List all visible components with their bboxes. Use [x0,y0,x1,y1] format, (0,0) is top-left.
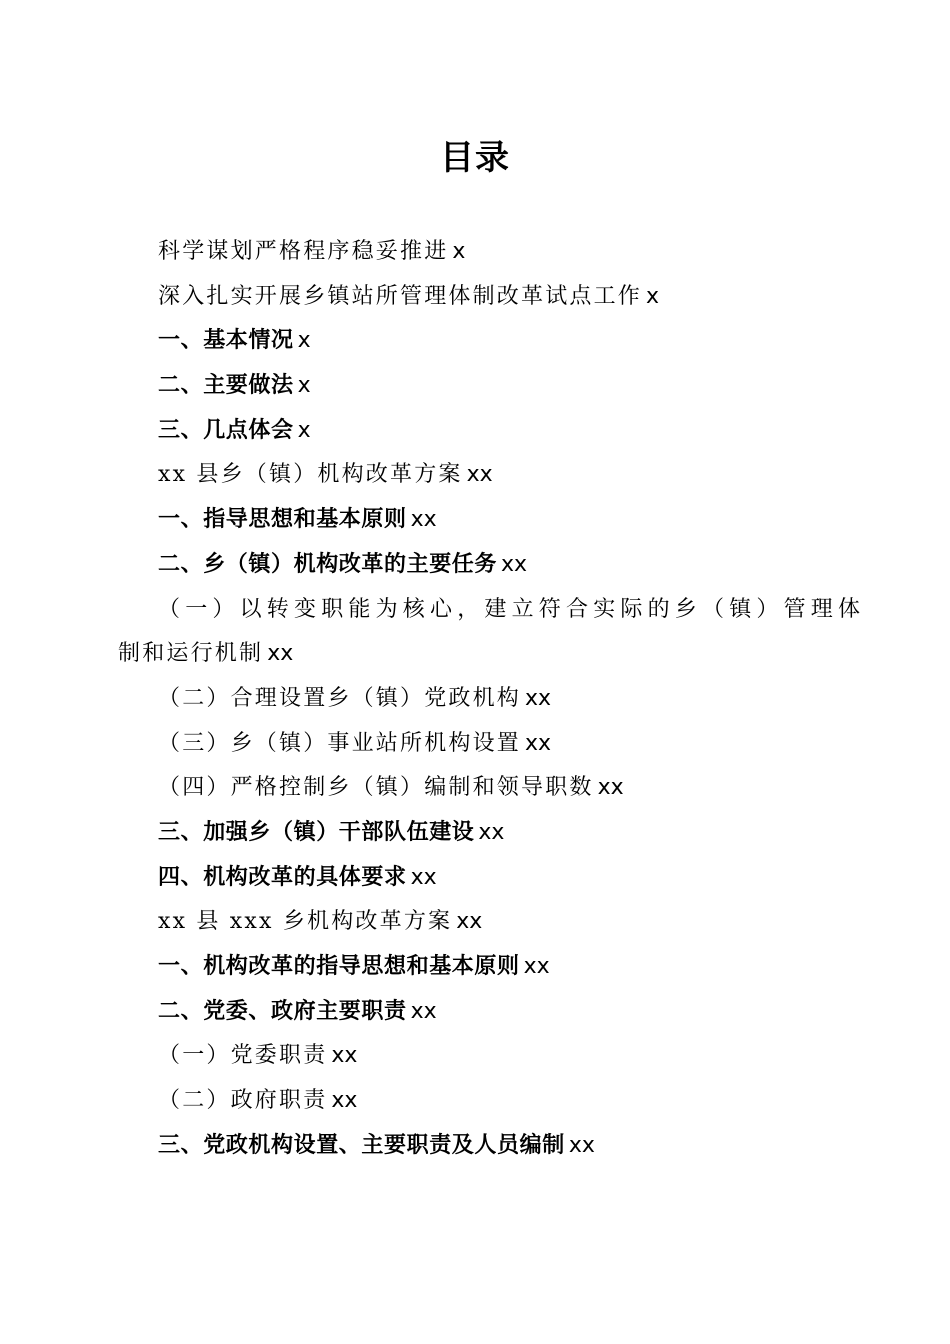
toc-title: 目录 [440,138,510,178]
toc-entry-text: 三、几点体会 [158,417,294,443]
toc-entry[interactable] [158,856,828,901]
toc-entry[interactable] [158,498,828,543]
toc-entry[interactable] [158,1124,828,1169]
toc-entry-text: xx 县 xxx 乡机构改革方案 [158,909,453,935]
toc-entry-text: 制和运行机制 [118,641,264,667]
toc-entry-text: （一）以转变职能为核心，建立符合实际的乡（镇）管理体 [158,596,866,622]
toc-entry[interactable] [158,766,828,811]
toc-entry-text: 深入扎实开展乡镇站所管理体制改革试点工作 [158,283,643,309]
toc-entry-text: （二）合理设置乡（镇）党政机构 [158,685,522,711]
toc-entry-text: 四、机构改革的具体要求 [158,864,407,890]
toc-page-number: xx [597,775,624,801]
toc-entry-text: （三）乡（镇）事业站所机构设置 [158,730,522,756]
toc-page-number: xx [501,551,528,577]
toc-entry-text: 一、基本情况 [158,328,294,354]
toc-page-number: xx [523,954,550,979]
toc-page-number: xx [331,1043,358,1069]
toc-page-number: x [452,239,466,264]
toc-entry[interactable] [158,364,828,409]
toc-entry[interactable] [158,900,828,945]
toc-entry[interactable] [158,1034,828,1079]
toc-entry-text: 一、指导思想和基本原则 [158,507,407,533]
toc-page-number: xx [525,730,552,756]
toc-page-number: xx [267,641,294,667]
toc-page-number: xx [331,1088,358,1114]
toc-page-number: xx [410,864,437,890]
toc-page-number: xx [466,462,493,488]
toc-entry[interactable] [158,453,828,498]
toc-entry[interactable] [158,811,828,856]
table-of-contents [0,230,950,1168]
toc-entry-text: 二、主要做法 [158,373,294,399]
toc-page-number: x [297,328,311,354]
toc-entry[interactable] [158,722,828,767]
toc-entry-text: 三、党政机构设置、主要职责及人员编制 [158,1132,565,1158]
toc-entry[interactable] [158,1079,828,1124]
toc-entry-text: （四）严格控制乡（镇）编制和领导职数 [158,775,594,801]
toc-entry[interactable] [158,409,828,454]
toc-page-number: xx [568,1132,595,1158]
toc-entry-text: xx 县乡（镇）机构改革方案 [158,462,463,488]
toc-entry[interactable] [158,588,866,633]
toc-entry[interactable] [158,543,828,588]
toc-entry[interactable] [158,275,828,320]
toc-entry[interactable] [158,945,828,990]
toc-entry-text: 科学谋划严格程序稳妥推进 [158,239,449,264]
toc-entry[interactable] [158,230,828,275]
toc-entry-text: （二）政府职责 [158,1088,328,1114]
toc-entry-text: 二、乡（镇）机构改革的主要任务 [158,551,498,577]
toc-page-number: x [297,417,311,443]
toc-page-number: xx [456,909,483,935]
toc-page-number: xx [410,507,437,533]
toc-entry-text: （一）党委职责 [158,1043,328,1069]
toc-page-number: xx [525,685,552,711]
toc-entry-text: 三、加强乡（镇）干部队伍建设 [158,819,475,845]
toc-page-number: x [646,283,660,309]
toc-entry[interactable] [118,632,788,677]
toc-entry[interactable] [158,677,828,722]
toc-page-number: x [297,373,311,399]
toc-entry[interactable] [158,990,828,1035]
toc-entry-text: 一、机构改革的指导思想和基本原则 [158,954,520,979]
toc-page-number: xx [478,819,505,845]
toc-entry[interactable] [158,319,828,364]
toc-entry-text: 二、党委、政府主要职责 [158,998,407,1024]
toc-page-number: xx [410,998,437,1024]
